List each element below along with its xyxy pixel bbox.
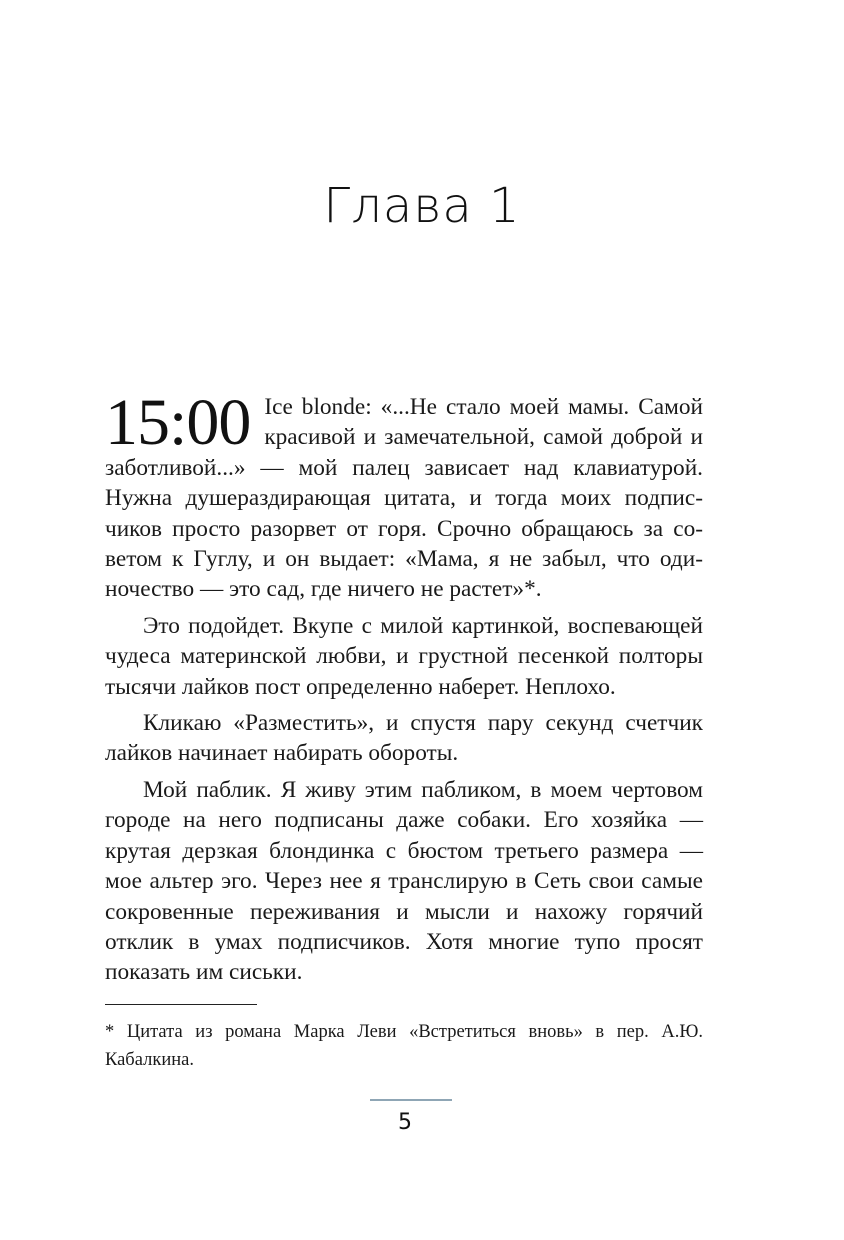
time-stamp: 15:00 xyxy=(105,386,251,459)
page-number: 5 xyxy=(398,1110,412,1135)
chapter-title: Глава 1 xyxy=(323,178,521,234)
paragraph-4: Мой паблик. Я живу этим пабликом, в моем чертовом городе на него подписаны даже собаки. Его хозяйка — крутая дерзкая блондинка с бюстом третьего размера — мое альтер эго. Через нее я транслирую в Сеть свои самые сокровенные переживания и мысли и нахожу горячий отклик в умах подписчиков. Хотя многие тупо просят показать им сиськи. xyxy=(105,776,703,986)
paragraph-2: Это подойдет. Вкупе с милой картинкой, воспевающей чудеса материнской любви, и грустной песенкой полторы тысячи лайков пост определенно наберет. Неплохо. xyxy=(105,612,703,700)
footnote-divider xyxy=(105,1004,257,1005)
paragraph-3: Кликаю «Разместить», и спустя пару секунд счетчик лайков начинает набирать обороты. xyxy=(105,710,703,767)
page-number-rule xyxy=(370,1099,452,1101)
chapter-body xyxy=(105,386,703,994)
paragraph-1 xyxy=(105,386,703,605)
paragraph-1-text: Ice blonde: «...Не стало моей мамы. Самой красивой и замечательной, самой доброй и заботливой...» — мой палец зависает над клавиатурой. Нужна душераздирающая цитата, и тогда моих подписчиков просто разорвет от горя. Срочно обращаюсь за советом к Гуглу, и он выдает: «Мама, я не забыл, что одиночество — это сад, где ничего не растет»*. xyxy=(105,394,703,603)
footnote: * Цитата из романа Марка Леви «Встретиться вновь» в пер. А.Ю. Кабалкина. xyxy=(105,1022,703,1070)
